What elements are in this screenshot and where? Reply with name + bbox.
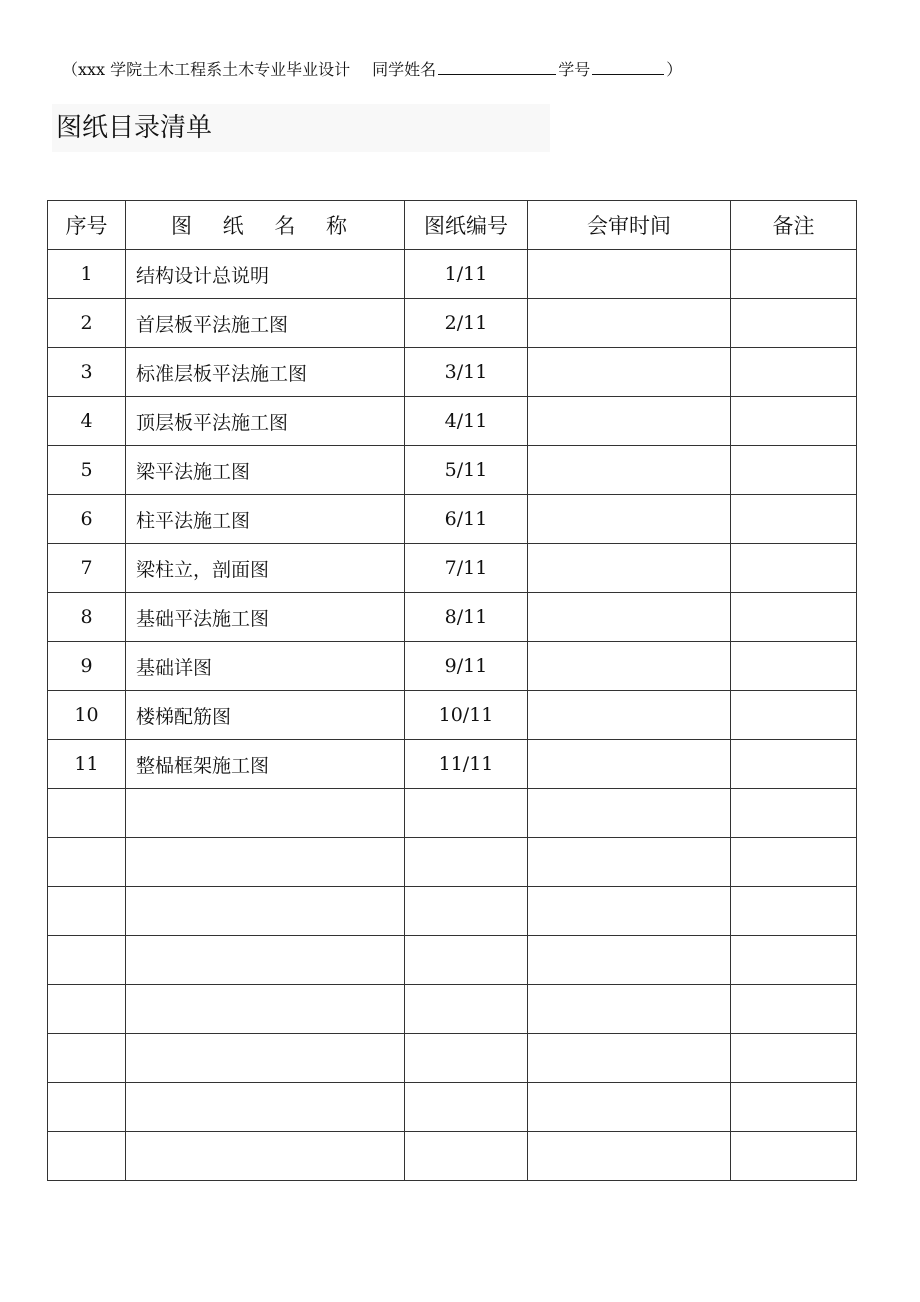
cell-name: 楼梯配筋图: [126, 691, 405, 740]
cell-review: [528, 544, 731, 593]
cell-review: [528, 397, 731, 446]
table-header-row: [48, 201, 857, 250]
cell-code: 9/11: [405, 642, 528, 691]
table-row: [48, 250, 857, 299]
student-id-label: 学号: [558, 60, 591, 79]
table-row: [48, 544, 857, 593]
cell-note: [731, 1034, 857, 1083]
cell-no: [48, 1034, 126, 1083]
cell-review: [528, 985, 731, 1034]
cell-note: [731, 299, 857, 348]
table-row: [48, 691, 857, 740]
cell-no: [48, 1132, 126, 1181]
cell-no: 9: [48, 642, 126, 691]
cell-note: [731, 936, 857, 985]
cell-code: [405, 838, 528, 887]
cell-name: [126, 887, 405, 936]
cell-name: [126, 985, 405, 1034]
doc-title: 图纸目录清单: [56, 113, 213, 143]
cell-code: [405, 1083, 528, 1132]
cell-code: 2/11: [405, 299, 528, 348]
cell-review: [528, 593, 731, 642]
cell-note: [731, 691, 857, 740]
cell-code: 5/11: [405, 446, 528, 495]
table-row: [48, 887, 857, 936]
cell-name: 整榀框架施工图: [126, 740, 405, 789]
cell-note: [731, 985, 857, 1034]
cell-no: [48, 936, 126, 985]
column-header-note: 备注: [731, 201, 857, 250]
doc-title-box: [52, 104, 550, 152]
cell-no: 2: [48, 299, 126, 348]
cell-no: [48, 985, 126, 1034]
cell-name: 梁柱立，剖面图: [126, 544, 405, 593]
cell-note: [731, 789, 857, 838]
cell-name: [126, 1083, 405, 1132]
cell-name: 顶层板平法施工图: [126, 397, 405, 446]
cell-name: [126, 838, 405, 887]
cell-review: [528, 691, 731, 740]
table-body: [48, 250, 857, 1181]
table-row: [48, 789, 857, 838]
table-row: [48, 838, 857, 887]
cell-review: [528, 495, 731, 544]
cell-no: [48, 887, 126, 936]
cell-no: 6: [48, 495, 126, 544]
cell-name: 标准层板平法施工图: [126, 348, 405, 397]
cell-name: 梁平法施工图: [126, 446, 405, 495]
cell-no: 3: [48, 348, 126, 397]
cell-code: 10/11: [405, 691, 528, 740]
table-row: [48, 1132, 857, 1181]
cell-code: 4/11: [405, 397, 528, 446]
table-row: [48, 299, 857, 348]
cell-name: 首层板平法施工图: [126, 299, 405, 348]
cell-note: [731, 348, 857, 397]
table-row: [48, 593, 857, 642]
cell-note: [731, 1132, 857, 1181]
cell-code: [405, 1132, 528, 1181]
cell-no: 11: [48, 740, 126, 789]
cell-name: [126, 1034, 405, 1083]
cell-code: 3/11: [405, 348, 528, 397]
cell-note: [731, 887, 857, 936]
cell-name: 基础详图: [126, 642, 405, 691]
cell-code: [405, 887, 528, 936]
cell-review: [528, 887, 731, 936]
cell-note: [731, 397, 857, 446]
cell-name: [126, 936, 405, 985]
cell-no: 10: [48, 691, 126, 740]
cell-note: [731, 593, 857, 642]
student-name-blank[interactable]: [438, 56, 556, 75]
cell-no: [48, 789, 126, 838]
cell-note: [731, 495, 857, 544]
cell-no: 5: [48, 446, 126, 495]
cell-review: [528, 936, 731, 985]
table-row: [48, 446, 857, 495]
drawing-catalog-table: [47, 200, 857, 1181]
column-header-name: 图 纸 名 称: [126, 201, 405, 250]
cell-name: 柱平法施工图: [126, 495, 405, 544]
table-row: [48, 1083, 857, 1132]
student-id-blank[interactable]: [592, 56, 664, 75]
table-row: [48, 348, 857, 397]
cell-no: 1: [48, 250, 126, 299]
cell-code: [405, 1034, 528, 1083]
header-prefix: （xxx 学院土木工程系土木专业毕业设计: [62, 60, 351, 79]
column-header-review: 会审时间: [528, 201, 731, 250]
cell-review: [528, 1083, 731, 1132]
header-line: [62, 56, 682, 83]
cell-note: [731, 838, 857, 887]
cell-no: [48, 838, 126, 887]
table-row: [48, 740, 857, 789]
student-name-label: 同学姓名: [372, 60, 437, 79]
cell-no: 8: [48, 593, 126, 642]
cell-name: [126, 789, 405, 838]
cell-review: [528, 299, 731, 348]
cell-code: 11/11: [405, 740, 528, 789]
table-row: [48, 397, 857, 446]
cell-review: [528, 642, 731, 691]
cell-review: [528, 740, 731, 789]
cell-review: [528, 446, 731, 495]
cell-note: [731, 446, 857, 495]
cell-name: [126, 1132, 405, 1181]
cell-code: 1/11: [405, 250, 528, 299]
header-suffix: ）: [666, 60, 683, 79]
cell-code: 7/11: [405, 544, 528, 593]
cell-review: [528, 348, 731, 397]
cell-note: [731, 544, 857, 593]
cell-note: [731, 250, 857, 299]
cell-note: [731, 1083, 857, 1132]
cell-no: [48, 1083, 126, 1132]
cell-code: 6/11: [405, 495, 528, 544]
cell-review: [528, 1034, 731, 1083]
cell-code: [405, 789, 528, 838]
cell-review: [528, 838, 731, 887]
table-row: [48, 985, 857, 1034]
cell-code: 8/11: [405, 593, 528, 642]
cell-name: 结构设计总说明: [126, 250, 405, 299]
cell-review: [528, 789, 731, 838]
cell-code: [405, 936, 528, 985]
column-header-no: 序号: [48, 201, 126, 250]
cell-no: 4: [48, 397, 126, 446]
cell-no: 7: [48, 544, 126, 593]
cell-note: [731, 740, 857, 789]
table-row: [48, 642, 857, 691]
cell-code: [405, 985, 528, 1034]
table-row: [48, 1034, 857, 1083]
cell-name: 基础平法施工图: [126, 593, 405, 642]
table-row: [48, 495, 857, 544]
cell-review: [528, 1132, 731, 1181]
cell-review: [528, 250, 731, 299]
column-header-code: 图纸编号: [405, 201, 528, 250]
cell-note: [731, 642, 857, 691]
table-row: [48, 936, 857, 985]
